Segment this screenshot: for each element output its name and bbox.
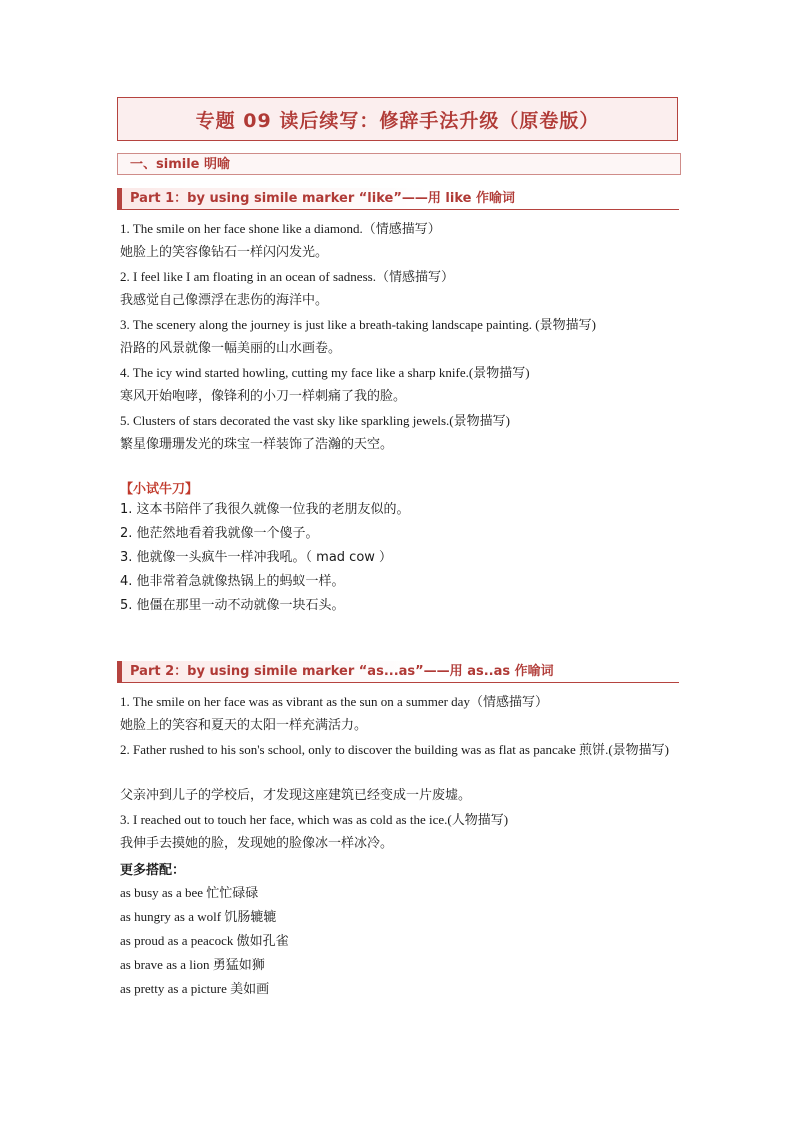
- collocation-cn: 饥肠辘辘: [224, 910, 277, 925]
- collocation-en: as proud as a peacock: [120, 933, 237, 948]
- part1-item-1-en: 1. The smile on her face shone like a diamond.（情感描写）: [120, 221, 441, 236]
- section-heading-simile: 一、simile 明喻: [117, 153, 681, 175]
- part2-item-1-en: 1. The smile on her face was as vibrant as the sun on a summer day（情感描写）: [120, 694, 548, 709]
- part1-item-1-cn: 她脸上的笑容像钻石一样闪闪发光。: [120, 245, 329, 260]
- collocation-cn: 忙忙碌碌: [206, 886, 259, 901]
- part2-item-2-cn: 父亲冲到儿子的学校后，才发现这座建筑已经变成一片废墟。: [120, 788, 472, 803]
- practice-item-1: 1. 这本书陪伴了我很久就像一位我的老朋友似的。: [120, 502, 410, 517]
- part1-item-3-en: 3. The scenery along the journey is just like a breath-taking landscape painting. (景物描写): [120, 317, 596, 332]
- part1-item-5-cn: 繁星像珊珊发光的珠宝一样装饰了浩瀚的天空。: [120, 437, 394, 452]
- part1-item-2-cn: 我感觉自己像漂浮在悲伤的海洋中。: [120, 293, 329, 308]
- part2-item-3-en: 3. I reached out to touch her face, which was as cold as the ice.(人物描写): [120, 812, 509, 827]
- part1-item-3-cn: 沿路的风景就像一幅美丽的山水画卷。: [120, 341, 342, 356]
- part1-item-2-en: 2. I feel like I am floating in an ocean of sadness.（情感描写）: [120, 269, 454, 284]
- part1-heading: Part 1：by using simile marker “like”——用 like 作喻词: [117, 188, 679, 210]
- practice-item-4: 4. 他非常着急就像热锅上的蚂蚁一样。: [120, 574, 345, 589]
- practice-item-5: 5. 他僵在那里一动不动就像一块石头。: [120, 598, 345, 613]
- part1-item-4-cn: 寒风开始咆哮，像锋利的小刀一样刺痛了我的脸。: [120, 389, 407, 404]
- collocation-item: [120, 979, 269, 1000]
- collocation-en: as brave as a lion: [120, 957, 213, 972]
- part2-item-3-cn: 我伸手去摸她的脸，发现她的脸像冰一样冰冷。: [120, 836, 394, 851]
- part2-item-2-en: 2. Father rushed to his son's school, only to discover the building was as flat as pancake 煎饼.(景物描写): [120, 742, 669, 757]
- collocation-item: [120, 907, 276, 928]
- collocation-cn: 美如画: [230, 982, 270, 997]
- collocation-cn: 傲如孔雀: [236, 934, 289, 949]
- more-collocations-label: 更多搭配：: [120, 863, 186, 878]
- collocation-en: as hungry as a wolf: [120, 909, 225, 924]
- part1-item-5-en: 5. Clusters of stars decorated the vast sky like sparkling jewels.(景物描写): [120, 413, 510, 428]
- part1-item-4-en: 4. The icy wind started howling, cutting my face like a sharp knife.(景物描写): [120, 365, 530, 380]
- collocation-en: as pretty as a picture: [120, 981, 231, 996]
- collocation-en: as busy as a bee: [120, 885, 207, 900]
- collocation-item: [120, 931, 289, 952]
- part2-heading: Part 2：by using simile marker “as...as”——用 as..as 作喻词: [117, 661, 679, 683]
- collocation-cn: 勇猛如狮: [212, 958, 265, 973]
- part2-item-1-cn: 她脸上的笑容和夏天的太阳一样充满活力。: [120, 718, 368, 733]
- practice-item-3: 3. 他就像一头疯牛一样冲我吼。（ mad cow ）: [120, 550, 393, 565]
- practice-label: 【小试牛刀】: [120, 482, 199, 497]
- collocation-item: [120, 955, 265, 976]
- practice-item-2: 2. 他茫然地看着我就像一个傻子。: [120, 526, 319, 541]
- page-title: 专题 09 读后续写：修辞手法升级（原卷版）: [117, 97, 678, 141]
- collocation-item: [120, 883, 258, 904]
